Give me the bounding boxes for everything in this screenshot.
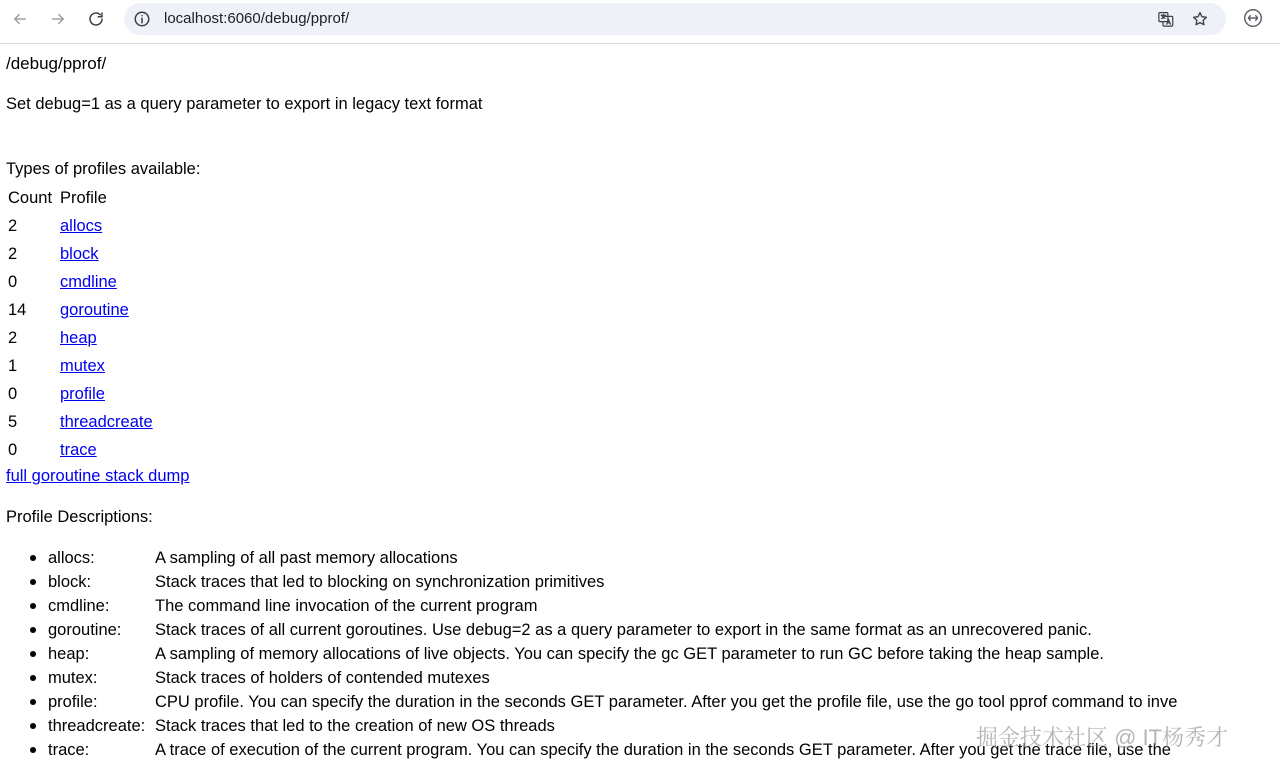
description-text: Stack traces that led to the creation of new OS threads bbox=[155, 717, 555, 735]
description-text: CPU profile. You can specify the duration in the seconds GET parameter. After you get the profile file, use the go tool pprof command to inve bbox=[155, 693, 1178, 711]
list-item bbox=[30, 594, 1280, 618]
page-content bbox=[0, 44, 1280, 773]
list-item bbox=[30, 690, 1280, 714]
bullet-icon bbox=[30, 723, 36, 729]
bullet-icon bbox=[30, 555, 36, 561]
reload-icon bbox=[87, 10, 105, 28]
profile-count: 0 bbox=[8, 384, 18, 403]
types-label: Types of profiles available: bbox=[6, 160, 201, 178]
list-item bbox=[30, 714, 1280, 738]
browser-toolbar bbox=[0, 0, 1280, 44]
description-name: trace: bbox=[48, 741, 90, 759]
profile-count: 1 bbox=[8, 356, 18, 375]
profiles-table bbox=[6, 184, 153, 464]
description-text: A sampling of memory allocations of live objects. You can specify the gc GET parameter to run GC before taking the heap sample. bbox=[155, 645, 1104, 663]
description-text: Stack traces of holders of contended mutexes bbox=[155, 669, 490, 687]
legacy-format-note: Set debug=1 as a query parameter to export in legacy text format bbox=[6, 95, 483, 113]
back-button[interactable] bbox=[7, 6, 33, 32]
table-row bbox=[6, 380, 153, 408]
address-bar[interactable] bbox=[124, 3, 1226, 35]
profile-link-profile[interactable]: profile bbox=[60, 384, 105, 403]
profile-count: 2 bbox=[8, 328, 18, 347]
arrow-left-icon bbox=[11, 10, 29, 28]
description-text: Stack traces of all current goroutines. Use debug=2 as a query parameter to export in the same format as an unrecovered panic. bbox=[155, 621, 1092, 639]
profile-link-block[interactable]: block bbox=[60, 244, 99, 263]
description-name: threadcreate: bbox=[48, 717, 146, 735]
profile-link-threadcreate[interactable]: threadcreate bbox=[60, 412, 153, 431]
list-item bbox=[30, 666, 1280, 690]
profile-link-trace[interactable]: trace bbox=[60, 440, 97, 459]
profile-link-cmdline[interactable]: cmdline bbox=[60, 272, 117, 291]
table-row bbox=[6, 240, 153, 268]
forward-button[interactable] bbox=[45, 6, 71, 32]
translate-icon bbox=[1157, 10, 1175, 28]
profile-count: 2 bbox=[8, 244, 18, 263]
table-row bbox=[6, 268, 153, 296]
list-item bbox=[30, 642, 1280, 666]
table-header-row bbox=[6, 184, 153, 212]
watermark: 掘金技术社区 @ IT杨秀才 bbox=[976, 725, 1229, 750]
profile-count: 5 bbox=[8, 412, 18, 431]
profile-link-allocs[interactable]: allocs bbox=[60, 216, 103, 235]
table-row bbox=[6, 296, 153, 324]
description-name: mutex: bbox=[48, 669, 98, 687]
profile-count: 14 bbox=[8, 300, 27, 319]
profile-link-heap[interactable]: heap bbox=[60, 328, 97, 347]
list-item bbox=[30, 738, 1280, 762]
profile-header: Profile bbox=[60, 188, 107, 207]
bullet-icon bbox=[30, 699, 36, 705]
description-name: cmdline: bbox=[48, 597, 110, 615]
description-name: block: bbox=[48, 573, 92, 591]
description-text: A trace of execution of the current program. You can specify the duration in the seconds GET parameter. After you get the trace file, use the bbox=[155, 741, 1171, 759]
bullet-icon bbox=[30, 627, 36, 633]
description-text: Stack traces that led to blocking on synchronization primitives bbox=[155, 573, 605, 591]
full-goroutine-dump-link[interactable]: full goroutine stack dump bbox=[6, 467, 190, 485]
description-name: allocs: bbox=[48, 549, 95, 567]
profile-count: 2 bbox=[8, 216, 18, 235]
bullet-icon bbox=[30, 651, 36, 657]
profile-link-mutex[interactable]: mutex bbox=[60, 356, 105, 375]
description-text: A sampling of all past memory allocations bbox=[155, 549, 458, 567]
profile-count: 0 bbox=[8, 272, 18, 291]
bullet-icon bbox=[30, 579, 36, 585]
list-item bbox=[30, 618, 1280, 642]
descriptions-label: Profile Descriptions: bbox=[6, 508, 153, 526]
descriptions-list bbox=[30, 546, 1280, 762]
count-header: Count bbox=[8, 188, 53, 207]
bookmark-button[interactable] bbox=[1189, 8, 1211, 30]
profile-count: 0 bbox=[8, 440, 18, 459]
table-row bbox=[6, 212, 153, 240]
star-icon bbox=[1191, 10, 1209, 28]
profile-link-goroutine[interactable]: goroutine bbox=[60, 300, 129, 319]
arrow-right-icon bbox=[49, 10, 67, 28]
list-item bbox=[30, 546, 1280, 570]
bullet-icon bbox=[30, 603, 36, 609]
reload-button[interactable] bbox=[83, 6, 109, 32]
table-row bbox=[6, 352, 153, 380]
description-name: goroutine: bbox=[48, 621, 122, 639]
url-text[interactable]: localhost:6060/debug/pprof/ bbox=[164, 10, 350, 27]
bullet-icon bbox=[30, 747, 36, 753]
table-row bbox=[6, 408, 153, 436]
info-icon[interactable] bbox=[133, 10, 151, 28]
table-row bbox=[6, 436, 153, 464]
table-row bbox=[6, 324, 153, 352]
extension-icon[interactable] bbox=[1242, 7, 1264, 29]
description-name: heap: bbox=[48, 645, 90, 663]
list-item bbox=[30, 570, 1280, 594]
description-text: The command line invocation of the current program bbox=[155, 597, 538, 615]
description-name: profile: bbox=[48, 693, 98, 711]
bullet-icon bbox=[30, 675, 36, 681]
page-title: /debug/pprof/ bbox=[6, 54, 107, 73]
translate-button[interactable] bbox=[1155, 8, 1177, 30]
